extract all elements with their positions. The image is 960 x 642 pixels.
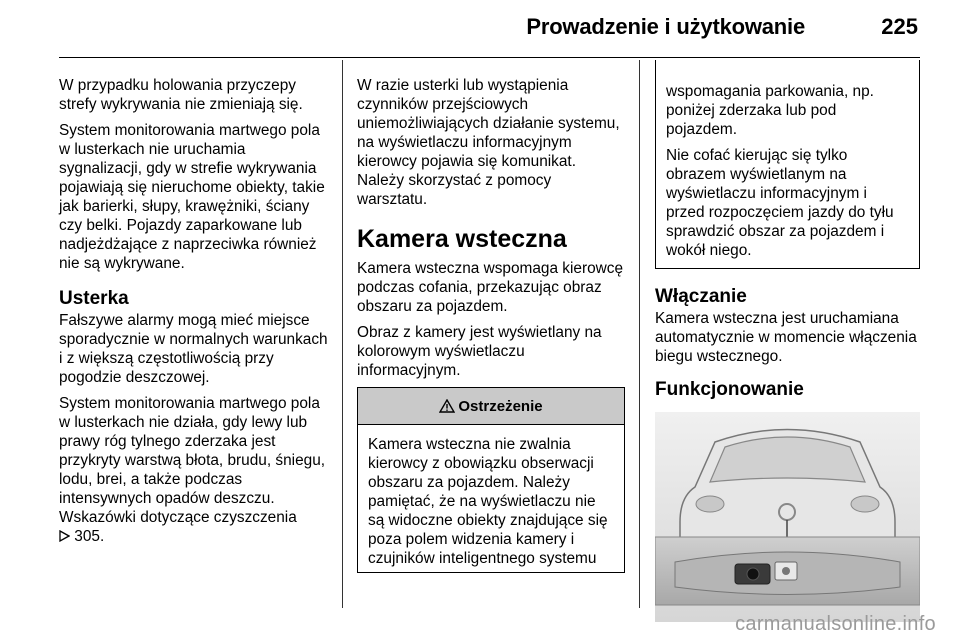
warning-header (358, 387, 624, 425)
warning-box-continued (655, 60, 920, 269)
paragraph: Obraz z kamery jest wyświetlany na kolorowym wyświetlaczu informacyjnym. (357, 324, 602, 379)
column-2 (357, 76, 625, 573)
column-divider-1 (342, 60, 343, 608)
paragraph: System monitorowania martwego pola w lusterkach nie uruchamia sygnalizacji, gdy w strefie wykrywania pojawiają się nieruchome obiekty, takie jak barierki, słupy, krawężniki, ściany czy belki. Pojazdy zaparkowane lub nadjeżdżające z naprzeciwka również nie są wykrywane. (59, 122, 325, 272)
paragraph (59, 394, 331, 546)
cleaning-text: System monitorowania martwego pola w lusterkach nie działa, gdy lewy lub prawy róg tylnego zderzaka jest przykryty warstwą błota, brudu, śniegu, lodu, brei, a także podczas intensywnych opadów deszczu. Wskazówki dotyczące czyszczenia (59, 395, 326, 526)
warning-box (357, 387, 625, 573)
page-reference-number: 305. (74, 528, 105, 545)
car-rear-camera-drawing (655, 412, 920, 622)
page-reference-link[interactable] (59, 528, 104, 545)
paragraph: Nie cofać kierując się tylko obrazem wyświetlanym na wyświetlaczu informacyjnym i przed rozpoczęciem jazdy do tyłu sprawdzić obszar za pojazdem i wokół niego. (666, 147, 894, 259)
paragraph: W przypadku holowania przyczepy strefy wykrywania nie zmieniają się. (59, 77, 303, 113)
column-3 (655, 60, 920, 622)
page-reference-icon (59, 530, 70, 542)
warning-body: Kamera wsteczna nie zwalnia kierowcy z obowiązku obserwacji obszaru za pojazdem. Należy pamiętać, że na wyświetlaczu nie są widoczne obiekty znajdujące się poza polem widzenia kamery i czujników inteligentnego systemu (368, 436, 608, 567)
paragraph: Kamera wsteczna wspomaga kierowcę podczas cofania, przekazując obraz obszaru za pojazdem. (357, 260, 624, 315)
column-divider-2 (639, 60, 640, 608)
column-1 (59, 76, 331, 553)
heading-fault: Usterka (59, 288, 129, 309)
warning-title: Ostrzeżenie (458, 397, 543, 415)
heading-function: Funkcjonowanie (655, 379, 804, 400)
heading-rear-camera: Kamera wsteczna (357, 225, 567, 253)
page-header-title: Prowadzenie i użytkowanie (526, 14, 805, 39)
rear-camera-illustration (655, 412, 920, 622)
header-rule (59, 57, 920, 58)
paragraph: W razie usterki lub wystąpienia czynników przejściowych uniemożliwiających działanie systemu, na wyświetlaczu informacyjnym kierowcy pojawia się komunikat. Należy skorzystać z pomocy warsztatu. (357, 77, 620, 208)
warning-triangle-icon (439, 399, 455, 413)
heading-activation: Włączanie (655, 286, 747, 307)
paragraph: wspomagania parkowania, np. poniżej zderzaka lub pod pojazdem. (666, 83, 874, 138)
paragraph: Kamera wsteczna jest uruchamiana automatycznie w momencie włączenia biegu wstecznego. (655, 310, 917, 365)
paragraph: Fałszywe alarmy mogą mieć miejsce sporadycznie w normalnych warunkach i z większą częstotliwością przy pogodzie deszczowej. (59, 312, 328, 386)
page-number: 225 (881, 14, 918, 39)
watermark: carmanualsonline.info (735, 613, 936, 635)
